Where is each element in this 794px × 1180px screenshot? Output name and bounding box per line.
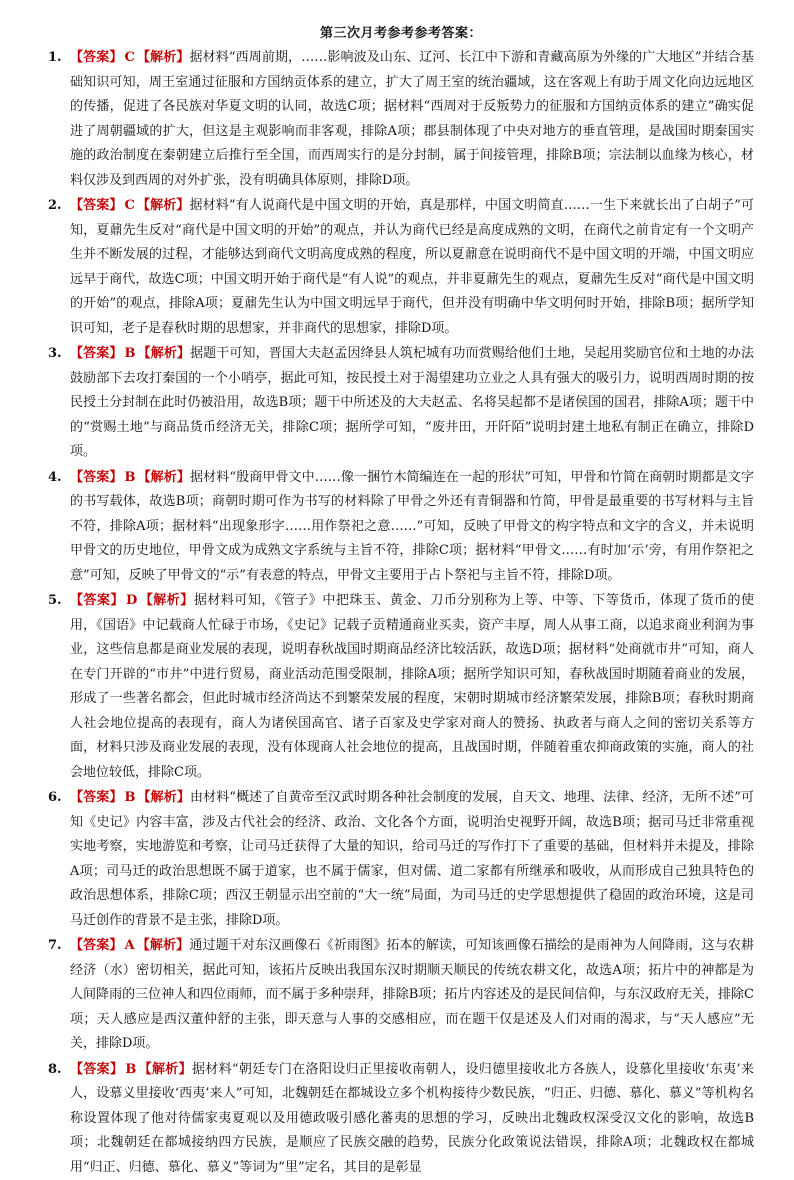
analysis-text: 由材料“概述了自黄帝至汉武时期各种社会制度的发展，自天文、地理、法律、经济，无所不述”可知《史记》内容丰富，涉及古代社会的经济、政治、文化各个方面，说明治史视野开阔，故选B项；据司马迁非常重视实地考察，实地游览和考察，让司马迁获得了大量的知识，给司马迁的写作打下了重要的基础，但材料并未提及，排除A项；司马迁的政治思想既不属于道家，也不属于儒家，但对儒、道二家都有所继承和吸收，从而形成自己独具特色的政治思想体系，排除C项；西汉王朝显示出空前的“大一统”局面，为司马迁的史学思想提供了稳固的政治环境，这是司马迁创作的背景不是主张，排除D项。 [70, 790, 754, 928]
answer-item-5 [48, 589, 754, 785]
answer-letter: B [124, 790, 135, 805]
answer-letter: B [124, 346, 135, 361]
analysis-text: 据材料“西周前期，……影响波及山东、辽河、长江中下游和青藏高原为外缘的广大地区”并结合基础知识可知，周王室通过征服和方国纳贡体系的建立，扩大了周王室的统治疆域，这在客观上有助于周文化向边远地区的传播，促进了各民族对华夏文明的认同，故选C项；据材料“西周对于反叛势力的征服和方国纳贡体系的建立”确实促进了周朝疆域的扩大，但这是主观影响而非客观，排除A项；郡县制体现了中央对地方的垂直管理，是战国时期秦国实施的政治制度在秦朝建立后推行至全国，而西周实行的是分封制，属于间接管理，排除B项；宗法制以血缘为核心，材料仅涉及到西周的对外扩张，没有明确具体原则，排除D项。 [70, 50, 754, 188]
analysis-text: 通过题干对东汉画像石《祈雨图》拓本的解读，可知该画像石描绘的是雨神为人间降雨，这与农耕经济（水）密切相关，据此可知，该拓片反映出我国东汉时期顺天顺民的传统农耕文化，故选A项；拓片中的神都是为人间降雨的三位神人和四位雨师，而不属于多种崇拜，排除B项；拓片内容述及的是民间信仰，与东汉政府无关，排除C项；天人感应是西汉董仲舒的主张，即天意与人事的交感相应，而在题干仅是述及人们对雨的渴求，与“天人感应”无关，排除D项。 [70, 938, 754, 1051]
item-body [70, 934, 754, 1057]
answer-letter: B [124, 470, 135, 485]
analysis-tag: 【解析】 [137, 198, 190, 213]
analysis-text: 据材料“殷商甲骨文中……像一捆竹木简编连在一起的形状”可知，甲骨和竹简在商朝时期都是文字的书写载体，故选B项；商朝时期可作为书写的材料除了甲骨之外还有青铜器和竹简，甲骨是最重要的书写材料与主旨不符，排除A项；据材料“出现象形字……用作祭祀之意……”可知，反映了甲骨文的构字特点和文字的含义，并未说明甲骨文的历史地位，甲骨文成为成熟文字系统与主旨不符，排除C项；据材料“甲骨文……有时加‘示’旁，有用作祭祀之意”可知，反映了甲骨文的“示”有表意的特点，甲骨文主要用于占卜祭祀与主旨不符，排除D项。 [70, 470, 754, 583]
item-number: 7. [48, 934, 70, 1057]
answer-item-6 [48, 786, 754, 933]
item-number: 8. [48, 1058, 70, 1180]
item-body [70, 46, 754, 193]
analysis-tag: 【解析】 [139, 593, 194, 608]
answer-letter: D [126, 593, 137, 608]
analysis-text: 据材料可知，《管子》中把珠玉、黄金、刀币分别称为上等、中等、下等货币，体现了货币的使用，《国语》中记载商人忙碌于市场，《史记》记载子贡精通商业买卖，资产丰厚，周人从事工商，以追求商业利润为事业，这些信息都是商业发展的表现，说明春秋战国时期商品经济比较活跃，故选D项；据材料“处商就市井”可知，商人在专门开辟的“市井”中进行贸易，商业活动范围受限制，排除A项；据所学知识可知，春秋战国时期随着商业的发展，形成了一些著名都会，但此时城市经济尚达不到繁荣发展的程度，宋朝时期城市经济繁荣发展，排除B项；春秋时期商人社会地位提高的表现有，商人为诸侯国高官、诸子百家及史学家对商人的赞扬、执政者与商人之间的密切关系等方面，材料只涉及商业发展的表现，没有体现商人社会地位的提高，且战国时期，伴随着重农抑商政策的实施，商人的社会地位较低，排除C项。 [70, 593, 754, 780]
answer-letter: C [125, 50, 135, 65]
analysis-text: 据材料“朝廷专门在洛阳设归正里接收南朝人，设归德里接收北方各族人，设慕化里接收‘东夷’来人，设慕义里接收‘西夷’来人”可知，北魏朝廷在都城设立多个机构接待少数民族，“归正、归德、慕化、慕义”等机构名称设置体现了他对待儒家夷夏观以及用德政吸引感化蕃夷的思想的学习，反映出北魏政权深受汉文化的影响，故选B项；北魏朝廷在都城接纳四方民族，是顺应了民族交融的趋势，民族分化政策说法错误，排除A项；北魏政权在都城用“归正、归德、慕化、慕义”等词为“里”定名，其目的是彰显 [70, 1062, 754, 1175]
analysis-tag: 【解析】 [138, 1062, 192, 1077]
analysis-text: 据题干可知，晋国大夫赵孟因绛县人筑杞城有功而赏赐给他们土地，吴起用奖励官位和土地的办法鼓励部下去攻打秦国的一个小哨亭，据此可知，按民授土对于渴望建功立业之人具有强大的吸引力，说明西周时期的按民授土分封制在此时仍被沿用，故选B项；题干中所述及的大夫赵孟、名将吴起都不是诸侯国的国君，排除A项；题干中的“赏赐土地”与商品货币经济无关，排除C项；据所学可知，“废井田，开阡陌”说明封建土地私有制正在确立，排除D项。 [70, 346, 754, 459]
answer-tag: 【答案】 [70, 50, 123, 65]
item-body [70, 589, 754, 785]
analysis-tag: 【解析】 [137, 470, 190, 485]
answer-item-2 [48, 194, 754, 341]
answer-letter: B [125, 1062, 136, 1077]
answer-item-8 [48, 1058, 754, 1180]
item-number: 5. [48, 589, 70, 785]
item-number: 3. [48, 342, 70, 465]
answer-tag: 【答案】 [70, 790, 122, 805]
answer-item-7 [48, 934, 754, 1057]
item-body [70, 194, 754, 341]
answer-letter: A [125, 938, 135, 953]
answer-tag: 【答案】 [70, 346, 122, 361]
answer-tag: 【答案】 [70, 938, 123, 953]
page-title: 第三次月考参考参考答案： [48, 24, 754, 44]
item-body [70, 1058, 754, 1180]
item-number: 6. [48, 786, 70, 933]
item-body [70, 342, 754, 465]
item-body [70, 466, 754, 589]
answer-item-1 [48, 46, 754, 193]
answer-tag: 【答案】 [70, 593, 124, 608]
answer-tag: 【答案】 [70, 470, 122, 485]
answer-tag: 【答案】 [70, 198, 123, 213]
item-body [70, 786, 754, 933]
analysis-text: 据材料“有人说商代是中国文明的开始，真是那样，中国文明简直……一生下来就长出了白胡子”可知，夏鼐先生反对“商代是中国文明的开始”的观点，并认为商代已经是高度成熟的文明，在商代之前肯定有一个文明产生并不断发展的过程，才能够达到商代文明高度成熟的程度，所以夏鼐意在说明商代不是中国文明的开端，中国文明应远早于商代，故选C项；中国文明开始于商代是“有人说”的观点，并非夏鼐先生的观点，夏鼐先生反对“商代是中国文明的开始”的观点，排除A项；夏鼐先生认为中国文明远早于商代，但并没有明确中华文明何时开始，排除B项；据所学知识可知，老子是春秋时期的思想家，并非商代的思想家，排除D项。 [70, 198, 754, 336]
answer-item-4 [48, 466, 754, 589]
item-number: 2. [48, 194, 70, 341]
answer-item-3 [48, 342, 754, 465]
answer-letter: C [125, 198, 135, 213]
analysis-tag: 【解析】 [137, 790, 190, 805]
answer-tag: 【答案】 [70, 1062, 123, 1077]
analysis-tag: 【解析】 [137, 938, 190, 953]
analysis-tag: 【解析】 [137, 50, 190, 65]
item-number: 4. [48, 466, 70, 589]
item-number: 1. [48, 46, 70, 193]
analysis-tag: 【解析】 [137, 346, 190, 361]
